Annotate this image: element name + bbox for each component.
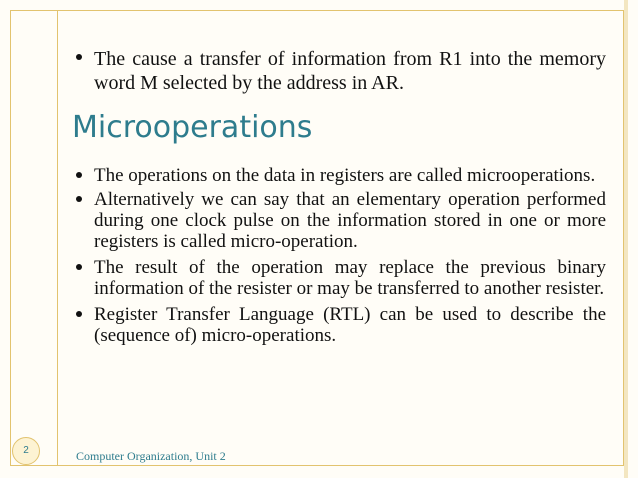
slide-number: 2: [12, 437, 40, 465]
bullet-text: The result of the operation may replace the previous binary information of the resister or may be transferred to another resister.: [94, 257, 606, 299]
bullet-item: [76, 189, 606, 252]
bullet-dot-icon: [76, 196, 82, 202]
bullet-text: The cause a transfer of information from R1 into the memory word M selected by the address in AR.: [94, 48, 606, 94]
slide-edge-strip: [624, 0, 628, 478]
bullet-dot-icon: [76, 264, 82, 270]
bullet-dot-icon: [76, 54, 82, 60]
slide-margin-line: [57, 10, 58, 466]
bullet-item: [76, 47, 606, 95]
bullet-dot-icon: [76, 311, 82, 317]
top-bullet-list: [76, 47, 606, 95]
bullet-list: [76, 165, 606, 349]
footer-text: Computer Organization, Unit 2: [76, 449, 226, 463]
bullet-dot-icon: [76, 172, 82, 178]
bullet-text: The operations on the data in registers are called microoperations.: [94, 165, 596, 186]
bullet-item: [76, 304, 606, 346]
slide-heading: Microoperations: [72, 110, 313, 145]
bullet-item: [76, 165, 606, 186]
bullet-text: Register Transfer Language (RTL) can be used to describe the (sequence of) micro-operations.: [94, 304, 606, 346]
bullet-text: Alternatively we can say that an elementary operation performed during one clock pulse on the information stored in one or more registers is called micro-operation.: [94, 189, 606, 252]
bullet-item: [76, 257, 606, 299]
